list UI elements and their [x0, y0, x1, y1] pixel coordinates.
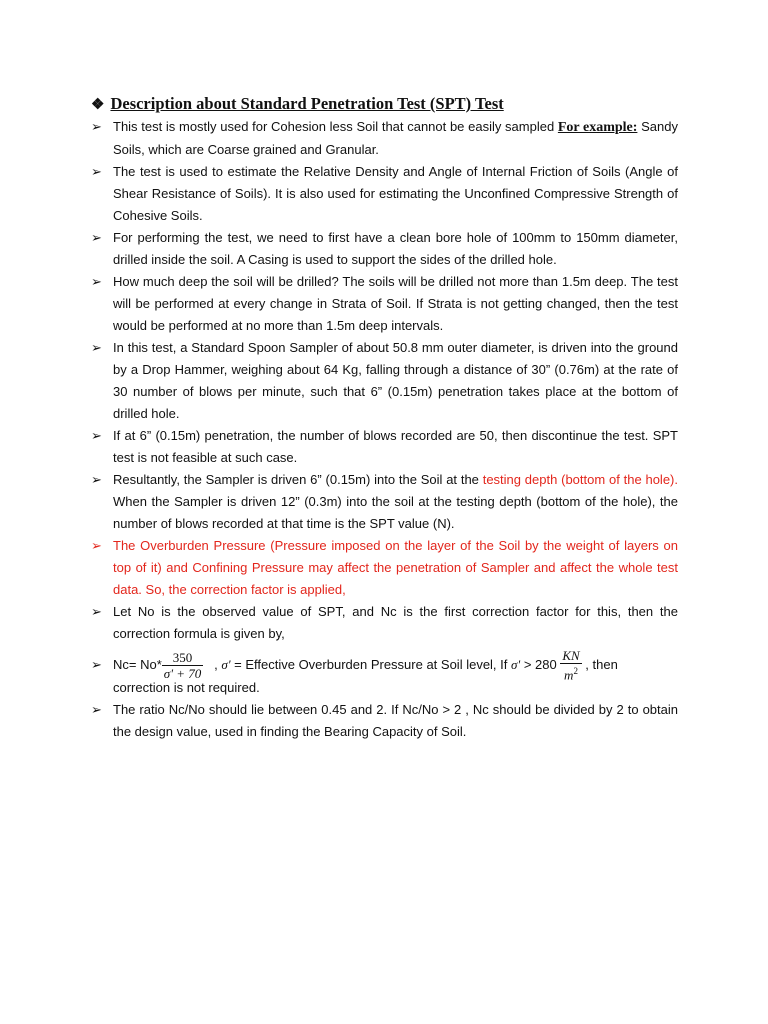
item-text: Let No is the observed value of SPT, and Nc is the first correction factor for this, then the correction formula is given by,: [113, 604, 678, 641]
fraction-numerator: 350: [172, 650, 193, 666]
list-item: [91, 469, 678, 535]
item-text: How much deep the soil will be drilled? The soils will be drilled not more than 1.5m deep. The test will be performed at every change in Strata of Soil. If Strata is not getting changed, then the test would be performed at no more than 1.5m deep intervals.: [113, 274, 678, 333]
bullet-list: [91, 116, 678, 743]
formula-line: Nc= No* $\frac{350}{\sigma' + 70}$ , σ' = Effective Overburden Pressure at Soil level, If σ' > 280 $\frac{KN}{m^2}$ , then: [113, 648, 618, 683]
item-text: If at 6” (0.15m) penetration, the number of blows recorded are 50, then discontinue the test. SPT test is not feasible at such case.: [113, 428, 678, 465]
arrow-bullet-icon: ➢: [91, 428, 102, 443]
fraction-numerator: KN: [562, 648, 580, 664]
arrow-bullet-icon: ➢: [91, 119, 102, 134]
item-text: Resultantly, the Sampler is driven 6” (0.15m) into the Soil at the: [113, 472, 483, 487]
arrow-bullet-icon: ➢: [91, 340, 102, 355]
fraction-denominator: σ' + 70: [163, 666, 202, 682]
diamond-bullet-icon: ❖: [91, 97, 105, 113]
title-text: Description about Standard Penetration Test (SPT) Test: [110, 94, 504, 113]
fraction-kn-per-m2: [560, 648, 581, 682]
list-item: [91, 271, 678, 337]
item-text: The Overburden Pressure (Pressure imposed on the layer of the Soil by the weight of layers on top of it) and Confining Pressure may affect the penetration of Sampler and affect the whole test data. So, the correction factor is applied,: [113, 538, 678, 597]
sigma-symbol: σ': [221, 657, 231, 672]
item-text: The ratio Nc/No should lie between 0.45 and 2. If Nc/No > 2 , Nc should be divided by 2 to obtain the design value, used in finding the Bearing Capacity of Soil.: [113, 702, 678, 739]
item-text-continued: correction is not required.: [113, 680, 260, 695]
sigma-symbol: σ': [511, 657, 521, 672]
formula-description: = Effective Overburden Pressure at Soil level, If: [230, 657, 511, 672]
fraction-denominator: [560, 663, 581, 682]
list-item: [91, 227, 678, 271]
item-text: The test is used to estimate the Relative Density and Angle of Internal Friction of Soils (Angle of Shear Resistance of Soils). It is also used for estimating the Unconfined Compressive Strength of Cohesive Soils.: [113, 164, 678, 223]
formula-threshold: > 280: [520, 657, 561, 672]
arrow-bullet-icon: ➢: [91, 538, 102, 553]
item-text-continued: When the Sampler is driven 12” (0.3m) into the soil at the testing depth (bottom of the hole), the number of blows recorded at that time is the SPT value (N).: [113, 494, 678, 531]
section-title: [91, 94, 504, 114]
arrow-bullet-icon: ➢: [91, 472, 102, 487]
list-item: [91, 699, 678, 743]
arrow-bullet-icon: ➢: [91, 604, 102, 619]
list-item: [91, 601, 678, 645]
arrow-bullet-icon: ➢: [91, 164, 102, 179]
formula-prefix: Nc= No*: [113, 657, 162, 672]
item-text: In this test, a Standard Spoon Sampler of about 50.8 mm outer diameter, is driven into the ground by a Drop Hammer, weighing about 64 Kg, falling through a distance of 30” (0.76m) at the rate of 30 number of blows per minute, such that 6” (0.15m) penetration takes place at the bottom of drilled hole.: [113, 340, 678, 421]
arrow-bullet-icon: ➢: [91, 702, 102, 717]
list-item: [91, 116, 678, 161]
item-text: This test is mostly used for Cohesion less Soil that cannot be easily sampled: [113, 119, 558, 134]
arrow-bullet-icon: ➢: [91, 657, 102, 672]
item-text-continued: Sandy Soils, which are Coarse grained and Granular.: [113, 119, 678, 157]
list-item: [91, 161, 678, 227]
for-example-label: For example:: [557, 120, 638, 135]
list-item: [91, 337, 678, 425]
highlighted-text: testing depth (bottom of the hole).: [482, 472, 678, 487]
list-item-formula: [91, 645, 678, 699]
item-text: For performing the test, we need to first have a clean bore hole of 100mm to 150mm diameter, drilled inside the soil. A Casing is used to support the sides of the drilled hole.: [113, 230, 678, 267]
list-item-highlighted: [91, 535, 678, 601]
list-item: [91, 425, 678, 469]
unit-exponent: 2: [573, 666, 578, 677]
formula-tail: , then: [581, 657, 618, 672]
arrow-bullet-icon: ➢: [91, 230, 102, 245]
unit-m: m: [564, 667, 574, 683]
arrow-bullet-icon: ➢: [91, 274, 102, 289]
